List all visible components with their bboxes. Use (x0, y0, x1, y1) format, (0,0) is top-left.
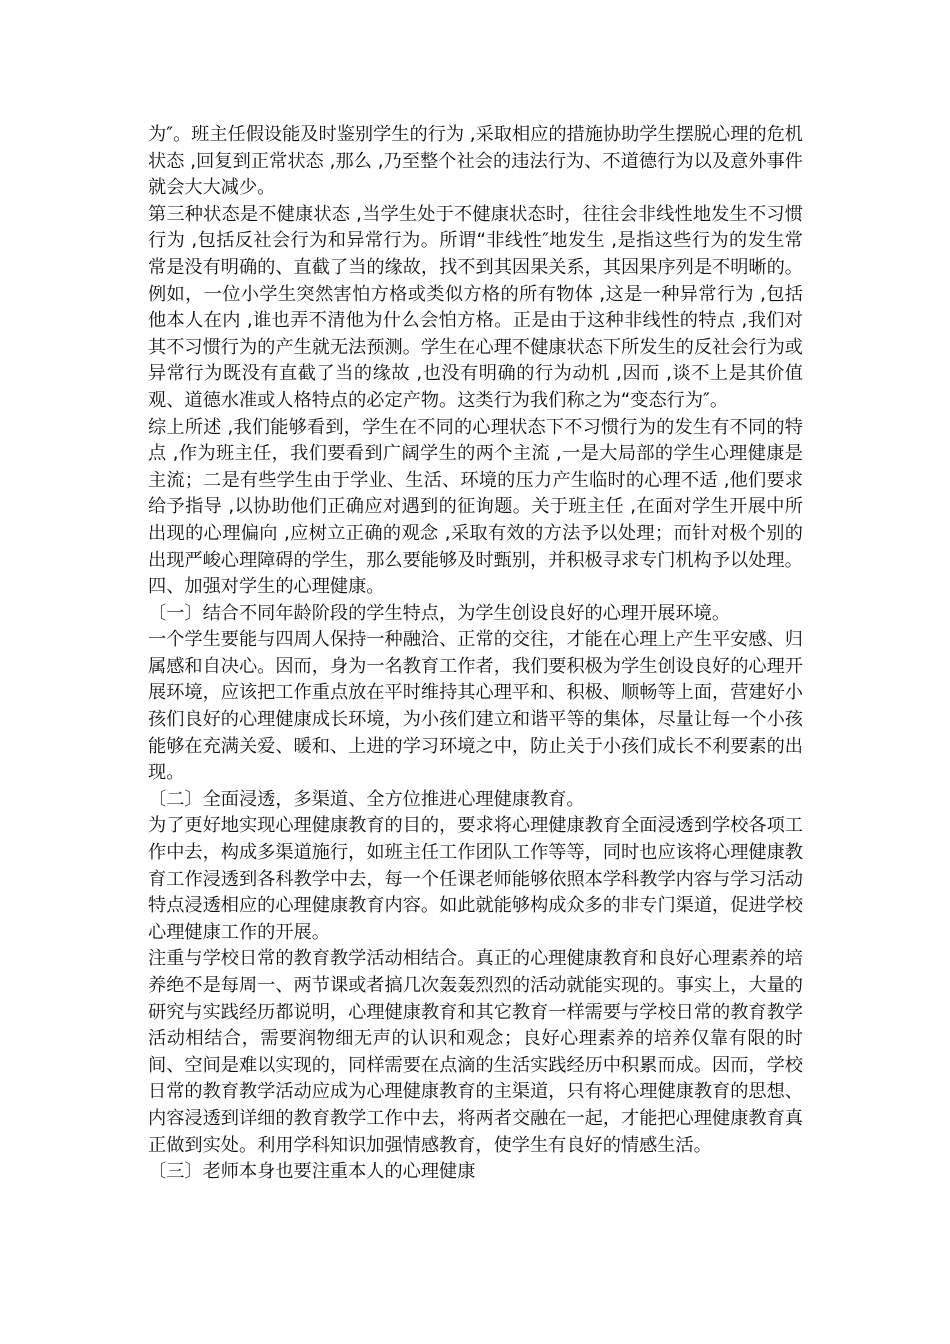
paragraph-daily-activities: 注重与学校日常的教育教学活动相结合。真正的心理健康教育和良好心理素养的培养绝不是每周一、两节课或者搞几次轰轰烈烈的活动就能实现的。事实上，大量的研究与实践经历都说明，心理健康教育和其它教育一样需要与学校日常的教育教学活动相结合，需要润物细无声的认识和观念；良好心理素养的培养仅靠有限的时间、空间是难以实现的，同样需要在点滴的生活实践经历中积累而成。因而，学校日常的教育教学活动应成为心理健康教育的主渠道，只有将心理健康教育的思想、内容浸透到详细的教育教学工作中去，将两者交融在一起，才能把心理健康教育真正做到实处。利用学科知识加强情感教育，使学生有良好的情感生活。 (148, 948, 803, 1156)
subheading-one: 〔一〕结合不同年龄阶段的学生特点，为学生创设良好的心理开展环境。 (148, 602, 731, 624)
paragraph-summary: 综上所述 ,我们能够看到，学生在不同的心理状态下不习惯行为的发生有不同的特点 ,作为班主任，我们要看到广阔学生的两个主流 ,一是大局部的学生心理健康是主流；二是有些学生由于学业、生活、环境的压力产生临时的心理不适 ,他们要求给予指导 ,以协助他们正确应对遇到的征询题。关于班主任 ,在面对学生开展中所出现的心理偏向 ,应树立正确的观念 ,采取有效的方法予以处理；而针对极个别的出现严峻心理障碍的学生，那么要能够及时甄别，并积极寻求专门机构予以处理。 (148, 416, 803, 571)
paragraph-crisis-intervention: 为″。班主任假设能及时鉴别学生的行为 ,采取相应的措施协助学生摆脱心理的危机状态 ,回复到正常状态 ,那么 ,乃至整个社会的违法行为、不道德行为以及意外事件就会大大减少。 (148, 124, 803, 199)
subheading-two: 〔二〕全面浸透，多渠道、全方位推进心理健康教育。 (148, 788, 585, 810)
paragraph-multichannel: 为了更好地实现心理健康教育的目的，要求将心理健康教育全面浸透到学校各项工作中去，构成多渠道施行，如班主任工作团队工作等等，同时也应该将心理健康教育工作浸透到各科教学中去，每一个任课老师能够依照本学科教学内容与学习活动特点浸透相应的心理健康教育内容。如此就能够构成众多的非专门渠道，促进学校心理健康工作的开展。 (148, 815, 803, 943)
section-heading-four: 四、加强对学生的心理健康。 (148, 576, 385, 598)
document-body (148, 122, 803, 1186)
paragraph-third-state: 第三种状态是不健康状态 ,当学生处于不健康状态时，往往会非线性地发生不习惯行为 ,包括反社会行为和异常行为。所谓“非线性″地发生 ,是指这些行为的发生常常是没有明确的、直截了当的缘故，找不到其因果关系，其因果序列是不明晰的。例如，一位小学生突然害怕方格或类似方格的所有物体 ,这是一种异常行为 ,包括他本人在内 ,谁也弄不清他为什么会怕方格。正是由于这种非线性的特点 ,我们对其不习惯行为的产生就无法预测。学生在心理不健康状态下所发生的反社会行为或异常行为既没有直截了当的缘故 ,也没有明确的行为动机 ,因而 ,谈不上是其价值观、道德水准或人格特点的必定产物。这类行为我们称之为“变态行为″。 (148, 203, 803, 411)
subheading-three: 〔三〕老师本身也要注重本人的心理健康 (148, 1161, 476, 1183)
paragraph-environment: 一个学生要能与四周人保持一种融洽、正常的交往，才能在心理上产生平安感、归属感和自决心。因而，身为一名教育工作者，我们要积极为学生创设良好的心理开展环境，应该把工作重点放在平时维持其心理平和、积极、顺畅等上面，营建好小孩们良好的心理健康成长环境，为小孩们建立和谐平等的集体，尽量让每一个小孩能够在充满关爱、暖和、上进的学习环境之中，防止关于小孩们成长不利要素的出现。 (148, 629, 803, 784)
